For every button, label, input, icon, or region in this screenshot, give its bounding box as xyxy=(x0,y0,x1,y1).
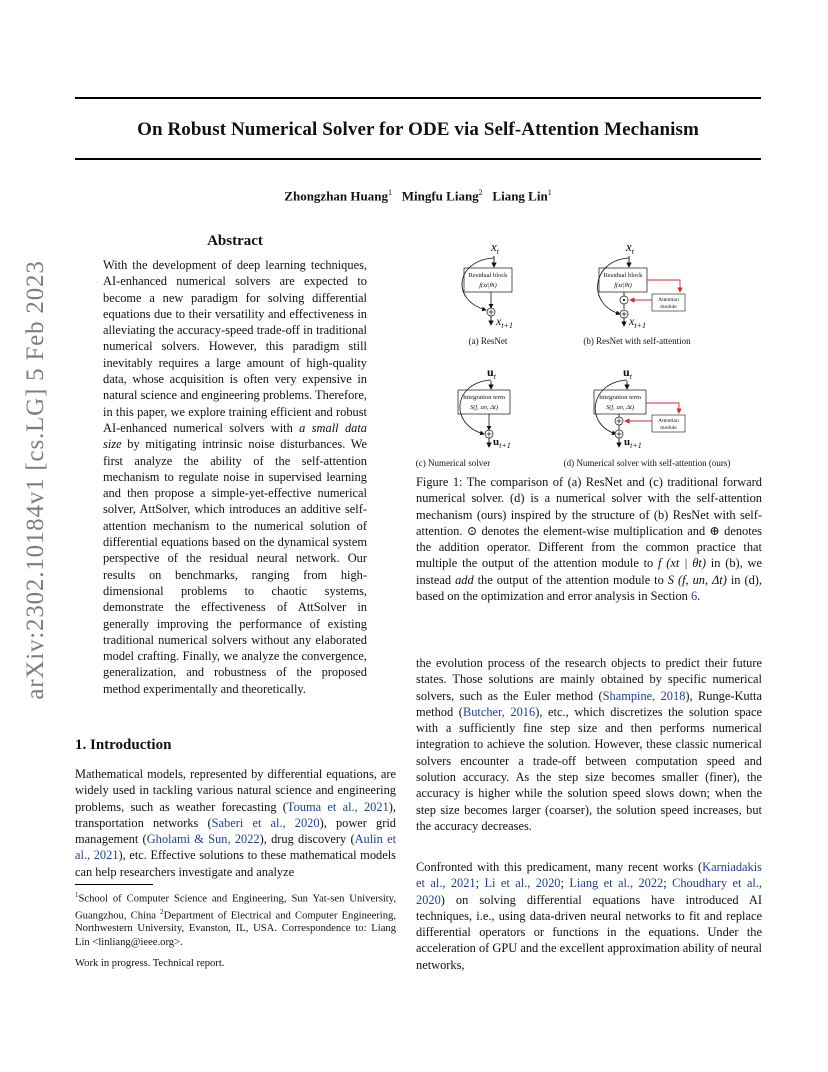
footnote-rule xyxy=(75,884,153,885)
diagram-resnet xyxy=(462,239,513,346)
diagram-input-label: $u_t$ xyxy=(623,365,632,381)
residual-block-label: Residual block xyxy=(468,272,508,279)
diagram-output-label: $u_{t+1}$ xyxy=(624,436,642,450)
paragraph-text: ; xyxy=(663,876,673,891)
diagram-output-label: $x_{t+1}$ xyxy=(629,314,646,330)
paragraph-text: ; xyxy=(475,876,485,891)
paragraph-text: the evolution process of the research objects to predict their future states. Those solutions are mainly obtained by specific numerical solvers, such as the Euler method ( xyxy=(416,656,762,703)
integration-term-label: Integration term xyxy=(462,394,506,401)
author-list xyxy=(75,188,761,204)
citation-link[interactable]: Liang et al., 2022 xyxy=(569,876,664,891)
diagram-output-label: $u_{t+1}$ xyxy=(493,436,511,450)
paragraph-text: ), etc., which discretizes the solution space with a sufficiently fine step size and then performs numerical integration to achieve the solution. However, these classic numerical solvers encounter a trade-off between computation speed and solution accuracy. As the step size becomes smaller (finer), the accuracy is higher while the solution speed slows down; when the step size becomes larger (coarser), the solution speed increases, but the accuracy decreases. xyxy=(416,704,763,833)
caption-text: in (d), based on the optimization and error analysis in Section xyxy=(416,572,763,604)
subfigure-label-a: (a) ResNet xyxy=(468,336,508,346)
subfigure-label-c: (c) Numerical solver xyxy=(416,458,491,468)
integration-term-label: Integration term xyxy=(598,394,642,401)
author-affiliation: 2 xyxy=(478,188,483,197)
citation-link[interactable]: Saberi et al., 2020 xyxy=(211,815,320,830)
abstract-text-part: With the development of deep learning techniques, AI-enhanced numerical solvers are expected to become a new paradigm for solving differential equations due to their versatility and effectiveness in alleviating the accuracy-speed trade-off in traditional numerical solvers. However, this paradigm still inevitably requires a large amount of high-quality data, whose acquisition is often very expensive in natural science and engineering problems. Therefore, in this paper, we explore training efficient and robust AI-enhanced numerical solvers with xyxy=(103,258,367,435)
residual-block-label: Residual block xyxy=(603,272,643,279)
paragraph-text: ), power grid management ( xyxy=(75,815,396,847)
caption-math: S (f, un, Δt) xyxy=(667,572,727,587)
author-name: Liang Lin xyxy=(492,188,548,204)
introduction-paragraph-continued xyxy=(416,655,762,834)
caption-emphasis: add xyxy=(455,572,474,587)
arxiv-id: arXiv:2302.10184v1 [cs.LG] 5 Feb 2023 xyxy=(22,260,49,700)
footnote-text: School of Computer Science and Engineering, Sun Yat-sen University, Guangzhou, China xyxy=(75,893,396,922)
figure-1-diagram xyxy=(416,228,762,474)
abstract-text-part: by mitigating intrinsic noise disturbances. We first analyze the ability of the self-attention mechanism to regulate noise in supervised learning and then propose a simple-yet-effective numerical solver, AttSolver, which introduces an additive self-attention mechanism to the numerical solution of differential equations based on the dynamical system perspective of the residual neural network. Our results on benchmarks, ranging from high-dimensional problems to chaotic systems, demonstrate the effectiveness of AttSolver in generally improving the performance of existing traditional numerical solvers without any elaborated model crafting. Finally, we analyze the convergence, generalization, and robustness of the proposed method experimentally and theoretically. xyxy=(103,437,367,696)
introduction-paragraph-2 xyxy=(416,859,762,973)
citation-link[interactable]: Shampine, 2018 xyxy=(602,688,686,703)
footnote-marker: 1 xyxy=(75,891,79,899)
integration-function-label: S(f, un, Δt) xyxy=(469,404,499,411)
diagram-output-label: $x_{t+1}$ xyxy=(496,314,513,330)
footnote-marker: 2 xyxy=(160,907,164,916)
integration-function-label: S(f, un, Δt) xyxy=(605,404,635,411)
paragraph-text: ), etc. Effective solutions to these mathematical models can help researchers investigate and analyze xyxy=(75,848,396,879)
abstract-emphasis: a small data size xyxy=(103,420,367,452)
diagram-input-label: $x_t$ xyxy=(491,239,500,256)
work-in-progress-note: Work in progress. Technical report. xyxy=(75,958,225,969)
diagram-numerical-solver xyxy=(416,365,511,468)
paragraph-text: ; xyxy=(560,876,570,891)
attention-module-label: module xyxy=(660,304,677,310)
residual-function-label: f(xt|θt) xyxy=(614,282,632,289)
citation-link[interactable]: Aulin et al., 2021 xyxy=(75,832,397,863)
paper-title: On Robust Numerical Solver for ODE via Self-Attention Mechanism xyxy=(137,119,699,140)
paragraph-text: ), transportation networks ( xyxy=(75,799,396,830)
abstract-text xyxy=(103,257,367,697)
caption-text: in (b), we instead xyxy=(416,556,762,587)
attention-module-label: Attention xyxy=(658,418,679,424)
citation-link[interactable]: Touma et al., 2021 xyxy=(286,799,389,814)
author-name: Mingfu Liang xyxy=(401,188,479,204)
diagram-input-label: $x_t$ xyxy=(626,239,635,256)
caption-text: the output of the attention module to xyxy=(473,572,668,587)
title-bottom-rule xyxy=(75,158,761,160)
residual-function-label: f(xt|θt) xyxy=(479,282,497,289)
paragraph-text: Mathematical models, represented by differential equations, are widely used in tackling various natural science and engineering problems, such as weather forecasting ( xyxy=(75,767,396,814)
affiliation-footnote xyxy=(75,889,396,949)
paragraph-text: ), Runge-Kutta method ( xyxy=(416,688,762,719)
author-name: Zhongzhan Huang xyxy=(284,188,388,204)
caption-text: . xyxy=(697,589,701,604)
diagram-input-label: $u_t$ xyxy=(487,365,496,381)
citation-link[interactable]: Butcher, 2016 xyxy=(462,704,536,719)
caption-text: Figure 1: The comparison of (a) ResNet and (c) traditional forward numerical solver. (d) is a numerical solver with the self-attention mechanism (ours) inspired by the structure of (b) ResNet with self-attention. ⊙ denotes the element-wise multiplication and ⊕ denotes the addition operator. Different from the common practice that multiple the output of the attention module to xyxy=(416,475,762,571)
citation-link[interactable]: Karniadakis et al., 2021 xyxy=(416,860,762,891)
figure-1-caption xyxy=(416,474,762,604)
author-affiliation: 1 xyxy=(547,188,552,197)
author-affiliation: 1 xyxy=(387,188,392,197)
attention-module-label: Attention xyxy=(658,297,679,303)
citation-link[interactable]: Li et al., 2020 xyxy=(484,876,561,891)
title-top-rule xyxy=(75,97,761,99)
citation-link[interactable]: Gholami & Sun, 2022 xyxy=(146,832,260,847)
section-heading-introduction: 1. Introduction xyxy=(75,737,172,753)
citation-link[interactable]: Choudhary et al., 2020 xyxy=(416,876,762,907)
subfigure-label-b: (b) ResNet with self-attention xyxy=(583,336,691,346)
diagram-numerical-solver-self-attention xyxy=(564,365,731,468)
introduction-paragraph xyxy=(75,766,396,880)
subfigure-label-d: (d) Numerical solver with self-attention (ours) xyxy=(563,458,731,468)
diagram-resnet-self-attention xyxy=(583,239,691,346)
paragraph-text: ), drug discovery ( xyxy=(259,832,355,847)
attention-module-label: module xyxy=(660,425,677,431)
figure-1 xyxy=(416,228,762,474)
paragraph-text: Confronted with this predicament, many recent works ( xyxy=(416,860,703,874)
abstract-heading: Abstract xyxy=(207,233,263,249)
caption-math: f (xt | θt) xyxy=(658,556,706,571)
footnote-text: Department of Electrical and Computer Engineering, Northwestern University, Evanston, IL, USA. Correspondence to: Liang Lin <linliang@ieee.org>. xyxy=(75,910,396,948)
section-reference-link[interactable]: 6 xyxy=(690,589,698,604)
paragraph-text: ) on solving differential equations have introduced AI techniques, i.e., using data-driven neural networks to fit and replace differential operators or functions in the equations. Under the acceleration of GPU and the excellent approximation ability of neural networks, xyxy=(416,892,762,972)
